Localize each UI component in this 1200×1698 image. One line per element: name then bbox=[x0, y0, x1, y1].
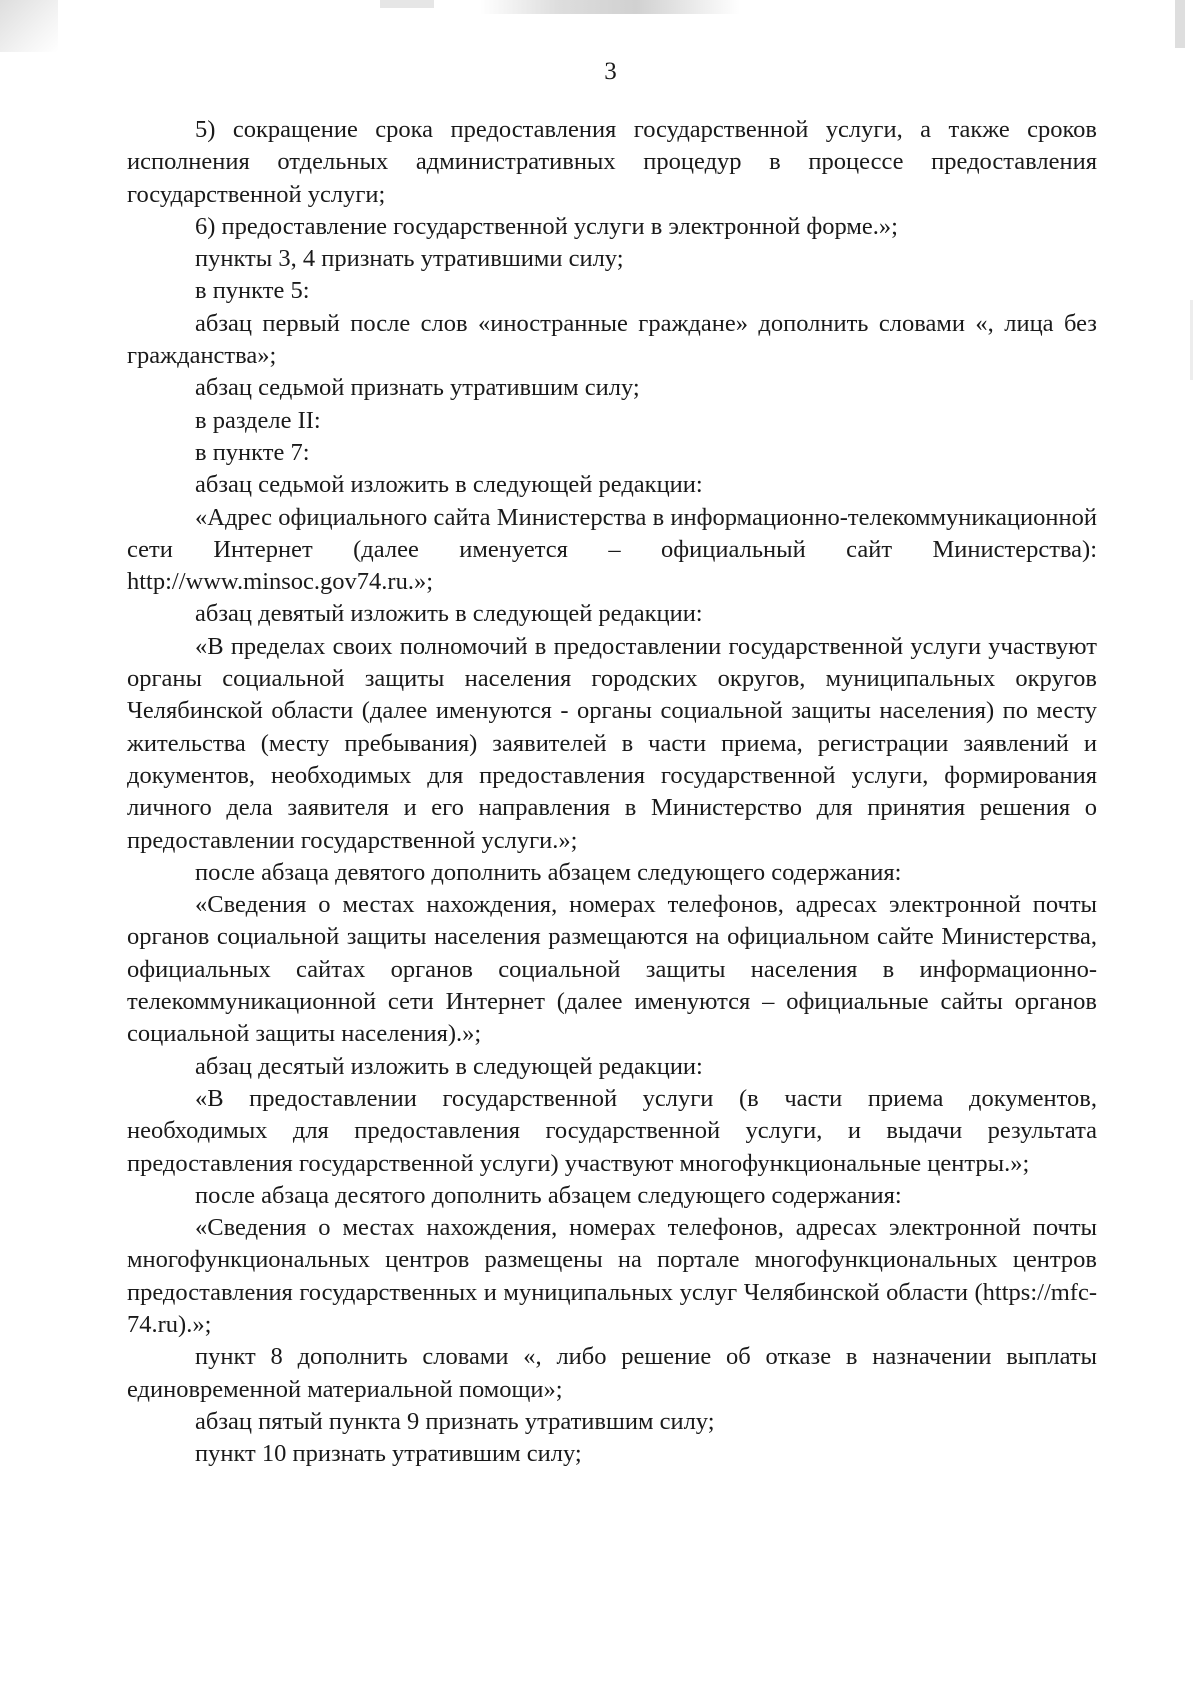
page-number: 3 bbox=[604, 58, 617, 85]
paragraph: «В предоставлении государственной услуги (в части приема документов, необходимых для предоставления государственной услуги, и выдачи результата предоставления государственной услуги) участвуют многофункциональные центры.»; bbox=[127, 1084, 1097, 1177]
scan-artifact bbox=[480, 0, 740, 14]
scan-artifact bbox=[1175, 0, 1185, 48]
paragraph: «В пределах своих полномочий в предоставлении государственной услуги участвуют органы социальной защиты населения городских округов, муниципальных округов Челябинской области (далее именуются - органы социальной защиты населения) по месту жительства (месту пребывания) заявителей в части приема, регистрации заявлений и документов, необходимых для предоставления государственной услуги, формирования личного дела заявителя и его направления в Министерство для принятия решения о предоставлении государственной услуги.»; bbox=[127, 632, 1097, 854]
paragraph: абзац девятый изложить в следующей редакции: bbox=[195, 600, 703, 628]
paragraph: «Сведения о местах нахождения, номерах телефонов, адресах электронной почты многофункциональных центров размещены на портале многофункциональных центров предоставления государственных и муниципальных услуг Челябинской области (https://mfc-74.ru).»; bbox=[127, 1214, 1097, 1338]
paragraph: в разделе II: bbox=[195, 406, 321, 434]
paragraph: «Адрес официального сайта Министерства в информационно-телекоммуникационной сети Интернет (далее именуется – официальный сайт Министерства): http://www.minsoc.gov74.ru.»; bbox=[127, 503, 1097, 596]
paragraph: «Сведения о местах нахождения, номерах телефонов, адресах электронной почты органов социальной защиты населения размещаются на официальном сайте Министерства, официальных сайтах органов социальной защиты населения в информационно-телекоммуникационной сети Интернет (далее именуются – официальные сайты органов социальной защиты населения).»; bbox=[127, 891, 1097, 1048]
paragraph: пункт 10 признать утратившим силу; bbox=[195, 1440, 582, 1468]
paragraph: 5) сокращение срока предоставления государственной услуги, а также сроков исполнения отдельных административных процедур в процессе предоставления государственной услуги; bbox=[127, 116, 1097, 208]
paragraph: абзац седьмой изложить в следующей редакции: bbox=[195, 471, 703, 499]
scan-artifact bbox=[0, 0, 58, 52]
scan-artifact bbox=[380, 0, 434, 8]
scan-artifact bbox=[1190, 300, 1193, 380]
paragraph: пункты 3, 4 признать утратившими силу; bbox=[195, 245, 624, 273]
paragraph: абзац седьмой признать утратившим силу; bbox=[195, 374, 640, 402]
paragraph: абзац десятый изложить в следующей редакции: bbox=[195, 1052, 703, 1080]
document-body bbox=[127, 114, 1097, 1470]
paragraph: после абзаца девятого дополнить абзацем следующего содержания: bbox=[195, 858, 902, 886]
paragraph: в пункте 5: bbox=[195, 277, 310, 305]
paragraph: после абзаца десятого дополнить абзацем следующего содержания: bbox=[195, 1181, 902, 1209]
paragraph: абзац пятый пункта 9 признать утратившим силу; bbox=[195, 1407, 715, 1435]
paragraph: пункт 8 дополнить словами «, либо решение об отказе в назначении выплаты единовременной материальной помощи»; bbox=[127, 1343, 1097, 1403]
paragraph: абзац первый после слов «иностранные граждане» дополнить словами «, лица без гражданства»; bbox=[127, 309, 1097, 370]
paragraph: в пункте 7: bbox=[195, 438, 310, 466]
paragraph: 6) предоставление государственной услуги в электронной форме.»; bbox=[195, 212, 898, 240]
